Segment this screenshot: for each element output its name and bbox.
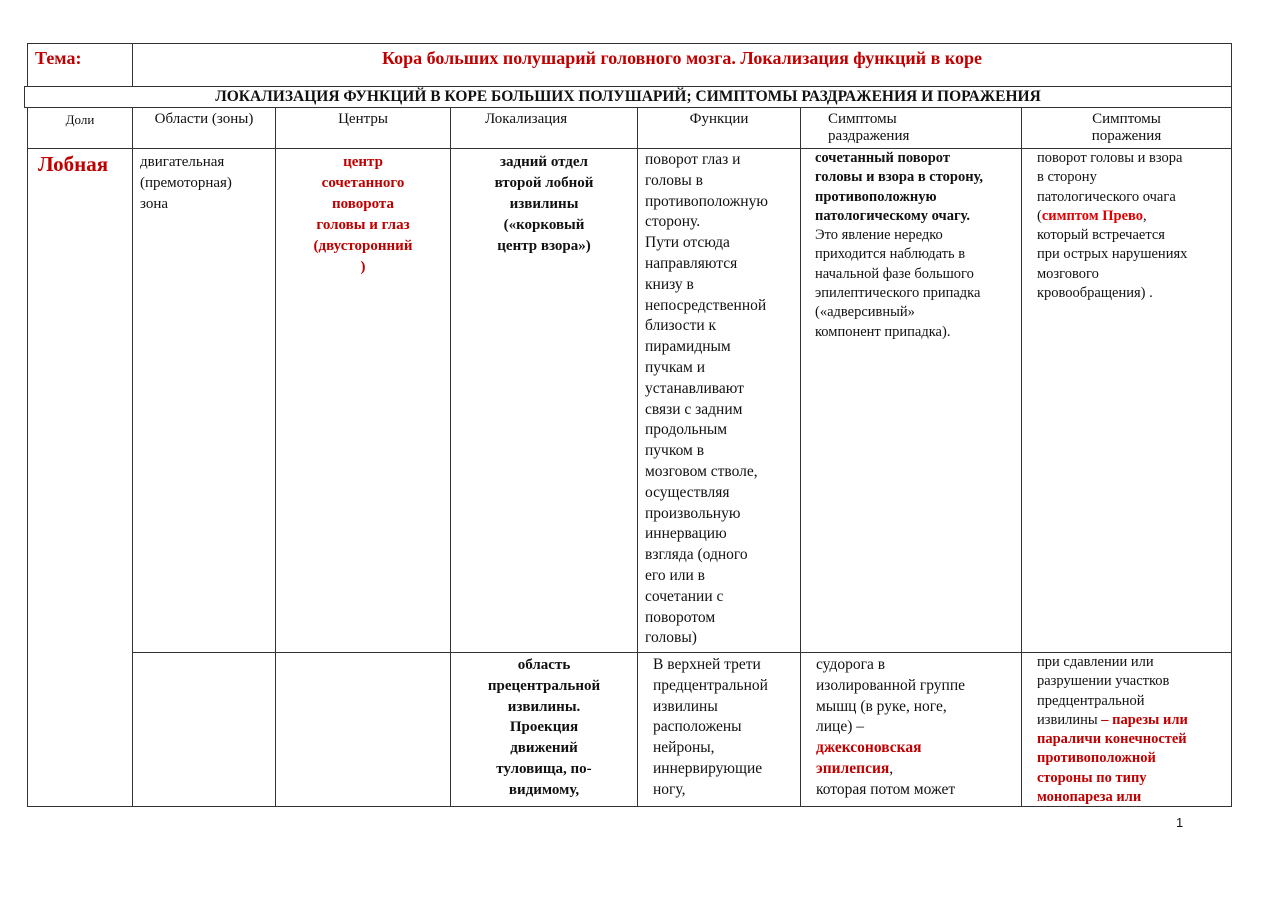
header-functions: Функции — [637, 107, 801, 149]
center-cell-empty — [275, 652, 451, 807]
lesion-text: поворот головы и взора в сторону патологического очага ( — [1037, 150, 1183, 224]
zone-cell-empty — [132, 652, 276, 807]
function-cell: поворот глаз и головы в противоположную сторону. Пути отсюда направляются книзу в непосредственной близости к пирамидным пучкам и устанавливают связи с задним продольным пучком в мозговом стволе, осуществляя произвольную иннервацию взгляда (одного его или в сочетании с поворотом головы) — [637, 148, 801, 653]
irritation-cell — [800, 148, 1022, 653]
function-cell-2: В верхней трети предцентральной извилины расположены нейроны, иннервирующие ногу, — [637, 652, 801, 807]
center-text: центр сочетанного поворота головы и глаз (двусторонний ) — [313, 154, 413, 275]
lobe-name: Лобная — [38, 152, 109, 176]
header-lesion: Симптомы поражения — [1021, 107, 1232, 149]
zone-cell: двигательная (премоторная) зона — [132, 148, 276, 653]
irritation-text-2-end: , которая потом может — [816, 759, 956, 798]
header-irritation: Симптомы раздражения — [800, 107, 1022, 149]
lesion-text-end: , который встречается при острых нарушениях мозгового кровообращения) . — [1037, 207, 1188, 302]
title-cell — [132, 43, 1232, 87]
lesion-text-2: при сдавлении или разрушении участков предцентральной извилины — [1037, 654, 1170, 728]
localization-cell-2: область прецентральной извилины. Проекция движений туловища, по- видимому, — [450, 652, 638, 807]
subtitle: ЛОКАЛИЗАЦИЯ ФУНКЦИЙ В КОРЕ БОЛЬШИХ ПОЛУШАРИЙ; СИМПТОМЫ РАЗДРАЖЕНИЯ И ПОРАЖЕНИЯ — [24, 86, 1232, 108]
lobe-cell — [27, 148, 133, 807]
center-cell — [275, 148, 451, 653]
irritation-text-2: судорога в изолированной группе мышц (в руке, ноге, лице) – — [816, 656, 966, 736]
header-centers: Центры — [275, 107, 451, 149]
header-lobes: Доли — [27, 107, 133, 149]
page-number: 1 — [1176, 815, 1184, 830]
irritation-text: Это явление нередко приходится наблюдать в начальной фазе большого эпилептического припадка («адверсивный» компонент припадка). — [815, 227, 981, 340]
topic-label: Тема: — [35, 48, 82, 68]
irritation-bold: сочетанный поворот головы и взора в сторону, противоположную патологическому очагу. — [815, 150, 983, 224]
header-zones: Области (зоны) — [132, 107, 276, 149]
header-localization: Локализация — [450, 107, 638, 149]
lesion-cell-2 — [1021, 652, 1232, 807]
irritation-cell-2 — [800, 652, 1022, 807]
jacksonian-epilepsy: джексоновская эпилепсия — [816, 739, 922, 777]
prevost-sign: симптом Прево — [1041, 207, 1144, 224]
topic-label-cell — [27, 43, 133, 87]
lesion-cell — [1021, 148, 1232, 653]
paresis-text: – парезы или параличи конечностей противоположной стороны по типу монопареза или — [1037, 711, 1188, 806]
localization-cell: задний отдел второй лобной извилины («корковый центр взора») — [450, 148, 638, 653]
page-title: Кора больших полушарий головного мозга. Локализация функций в коре — [381, 48, 983, 68]
